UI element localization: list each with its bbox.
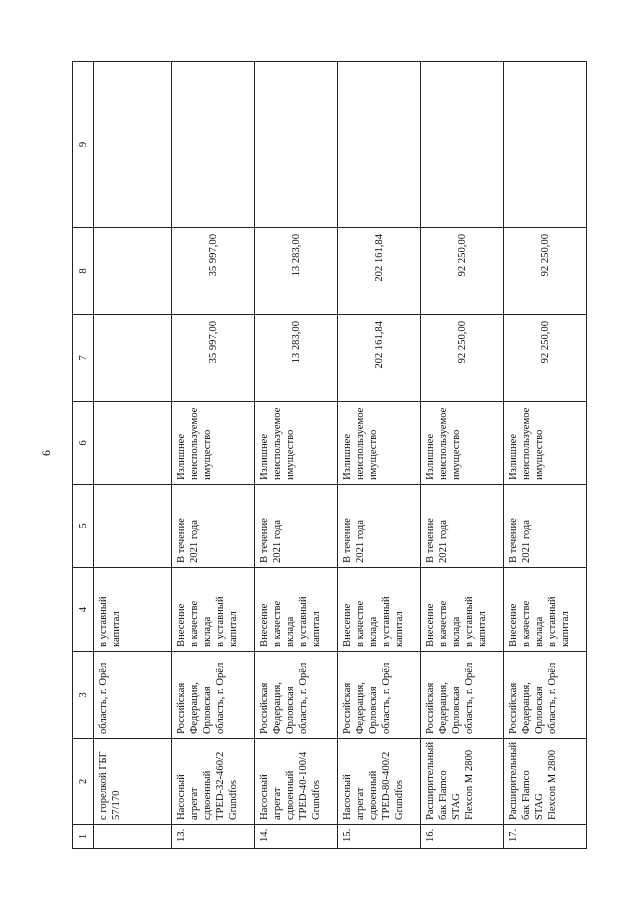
- table-row: [338, 62, 421, 849]
- cell-location: Российская Федерация, Орловская область, г. Орёл: [338, 652, 421, 739]
- cell-number: 13.: [172, 825, 255, 849]
- cell-number: [94, 825, 172, 849]
- column-header: 8: [73, 228, 94, 315]
- column-header: 1: [73, 825, 94, 849]
- cell-name: с горелкой ГБГ 57/170: [94, 739, 172, 825]
- cell-col-9: [255, 62, 338, 228]
- cell-value-8: 202 161,84: [338, 228, 421, 315]
- column-header: 9: [73, 62, 94, 228]
- cell-location: Российская Федерация, Орловская область, г. Орёл: [421, 652, 504, 739]
- cell-term: [94, 485, 172, 568]
- rotated-table-container: [72, 62, 574, 849]
- column-header: 5: [73, 485, 94, 568]
- column-header: 4: [73, 568, 94, 652]
- cell-basis: Внесение в качестве вклада в уставный капитал: [338, 568, 421, 652]
- cell-value-7: [94, 315, 172, 402]
- cell-term: В течение 2021 года: [255, 485, 338, 568]
- cell-basis: Внесение в качестве вклада в уставный капитал: [421, 568, 504, 652]
- cell-col-9: [172, 62, 255, 228]
- cell-reason: Излишнее неиспользуемое имущество: [172, 402, 255, 485]
- cell-term: В течение 2021 года: [421, 485, 504, 568]
- cell-value-8: 92 250,00: [421, 228, 504, 315]
- column-header: 3: [73, 652, 94, 739]
- cell-name: Расширительный бак Flamco STAG Flexcon M 2800: [504, 739, 587, 825]
- cell-reason: Излишнее неиспользуемое имущество: [421, 402, 504, 485]
- cell-value-7: 13 283,00: [255, 315, 338, 402]
- column-header: 2: [73, 739, 94, 825]
- column-number-row: [73, 62, 94, 849]
- page-number: 6: [39, 450, 53, 456]
- cell-number: 17.: [504, 825, 587, 849]
- cell-basis: Внесение в качестве вклада в уставный капитал: [172, 568, 255, 652]
- table-row: [172, 62, 255, 849]
- cell-location: Российская Федерация, Орловская область, г. Орёл: [504, 652, 587, 739]
- cell-col-9: [421, 62, 504, 228]
- column-header: 7: [73, 315, 94, 402]
- cell-number: 14.: [255, 825, 338, 849]
- property-table: [72, 61, 587, 849]
- cell-basis: Внесение в качестве вклада в уставный капитал: [255, 568, 338, 652]
- cell-term: В течение 2021 года: [172, 485, 255, 568]
- cell-value-8: 92 250,00: [504, 228, 587, 315]
- cell-reason: Излишнее неиспользуемое имущество: [504, 402, 587, 485]
- cell-value-7: 92 250,00: [421, 315, 504, 402]
- cell-value-8: [94, 228, 172, 315]
- cell-number: 15.: [338, 825, 421, 849]
- cell-col-9: [504, 62, 587, 228]
- cell-reason: Излишнее неиспользуемое имущество: [338, 402, 421, 485]
- cell-basis: в уставный капитал: [94, 568, 172, 652]
- cell-name: Насосный агрегат сдвоенный TPED-32-460/2 Grundfos: [172, 739, 255, 825]
- cell-basis: Внесение в качестве вклада в уставный капитал: [504, 568, 587, 652]
- cell-col-9: [94, 62, 172, 228]
- cell-term: В течение 2021 года: [338, 485, 421, 568]
- cell-location: Российская Федерация, Орловская область, г. Орёл: [172, 652, 255, 739]
- cell-value-7: 35 997,00: [172, 315, 255, 402]
- column-header: 6: [73, 402, 94, 485]
- cell-location: Российская Федерация, Орловская область, г. Орёл: [255, 652, 338, 739]
- cell-name: Насосный агрегат сдвоенный TPED-80-400/2 Grundfos: [338, 739, 421, 825]
- cell-location: область, г. Орёл: [94, 652, 172, 739]
- cell-name: Насосный агрегат сдвоенный TPED-40-100/4 Grundfos: [255, 739, 338, 825]
- cell-value-8: 35 997,00: [172, 228, 255, 315]
- cell-name: Расширительный бак Flamco STAG Flexcon M 2800: [421, 739, 504, 825]
- table-row: [255, 62, 338, 849]
- table-row: [421, 62, 504, 849]
- cell-reason: Излишнее неиспользуемое имущество: [255, 402, 338, 485]
- cell-value-7: 92 250,00: [504, 315, 587, 402]
- cell-value-8: 13 283,00: [255, 228, 338, 315]
- cell-number: 16.: [421, 825, 504, 849]
- cell-reason: [94, 402, 172, 485]
- table-row: [504, 62, 587, 849]
- cell-term: В течение 2021 года: [504, 485, 587, 568]
- cell-col-9: [338, 62, 421, 228]
- cell-value-7: 202 161,84: [338, 315, 421, 402]
- continuation-row: [94, 62, 172, 849]
